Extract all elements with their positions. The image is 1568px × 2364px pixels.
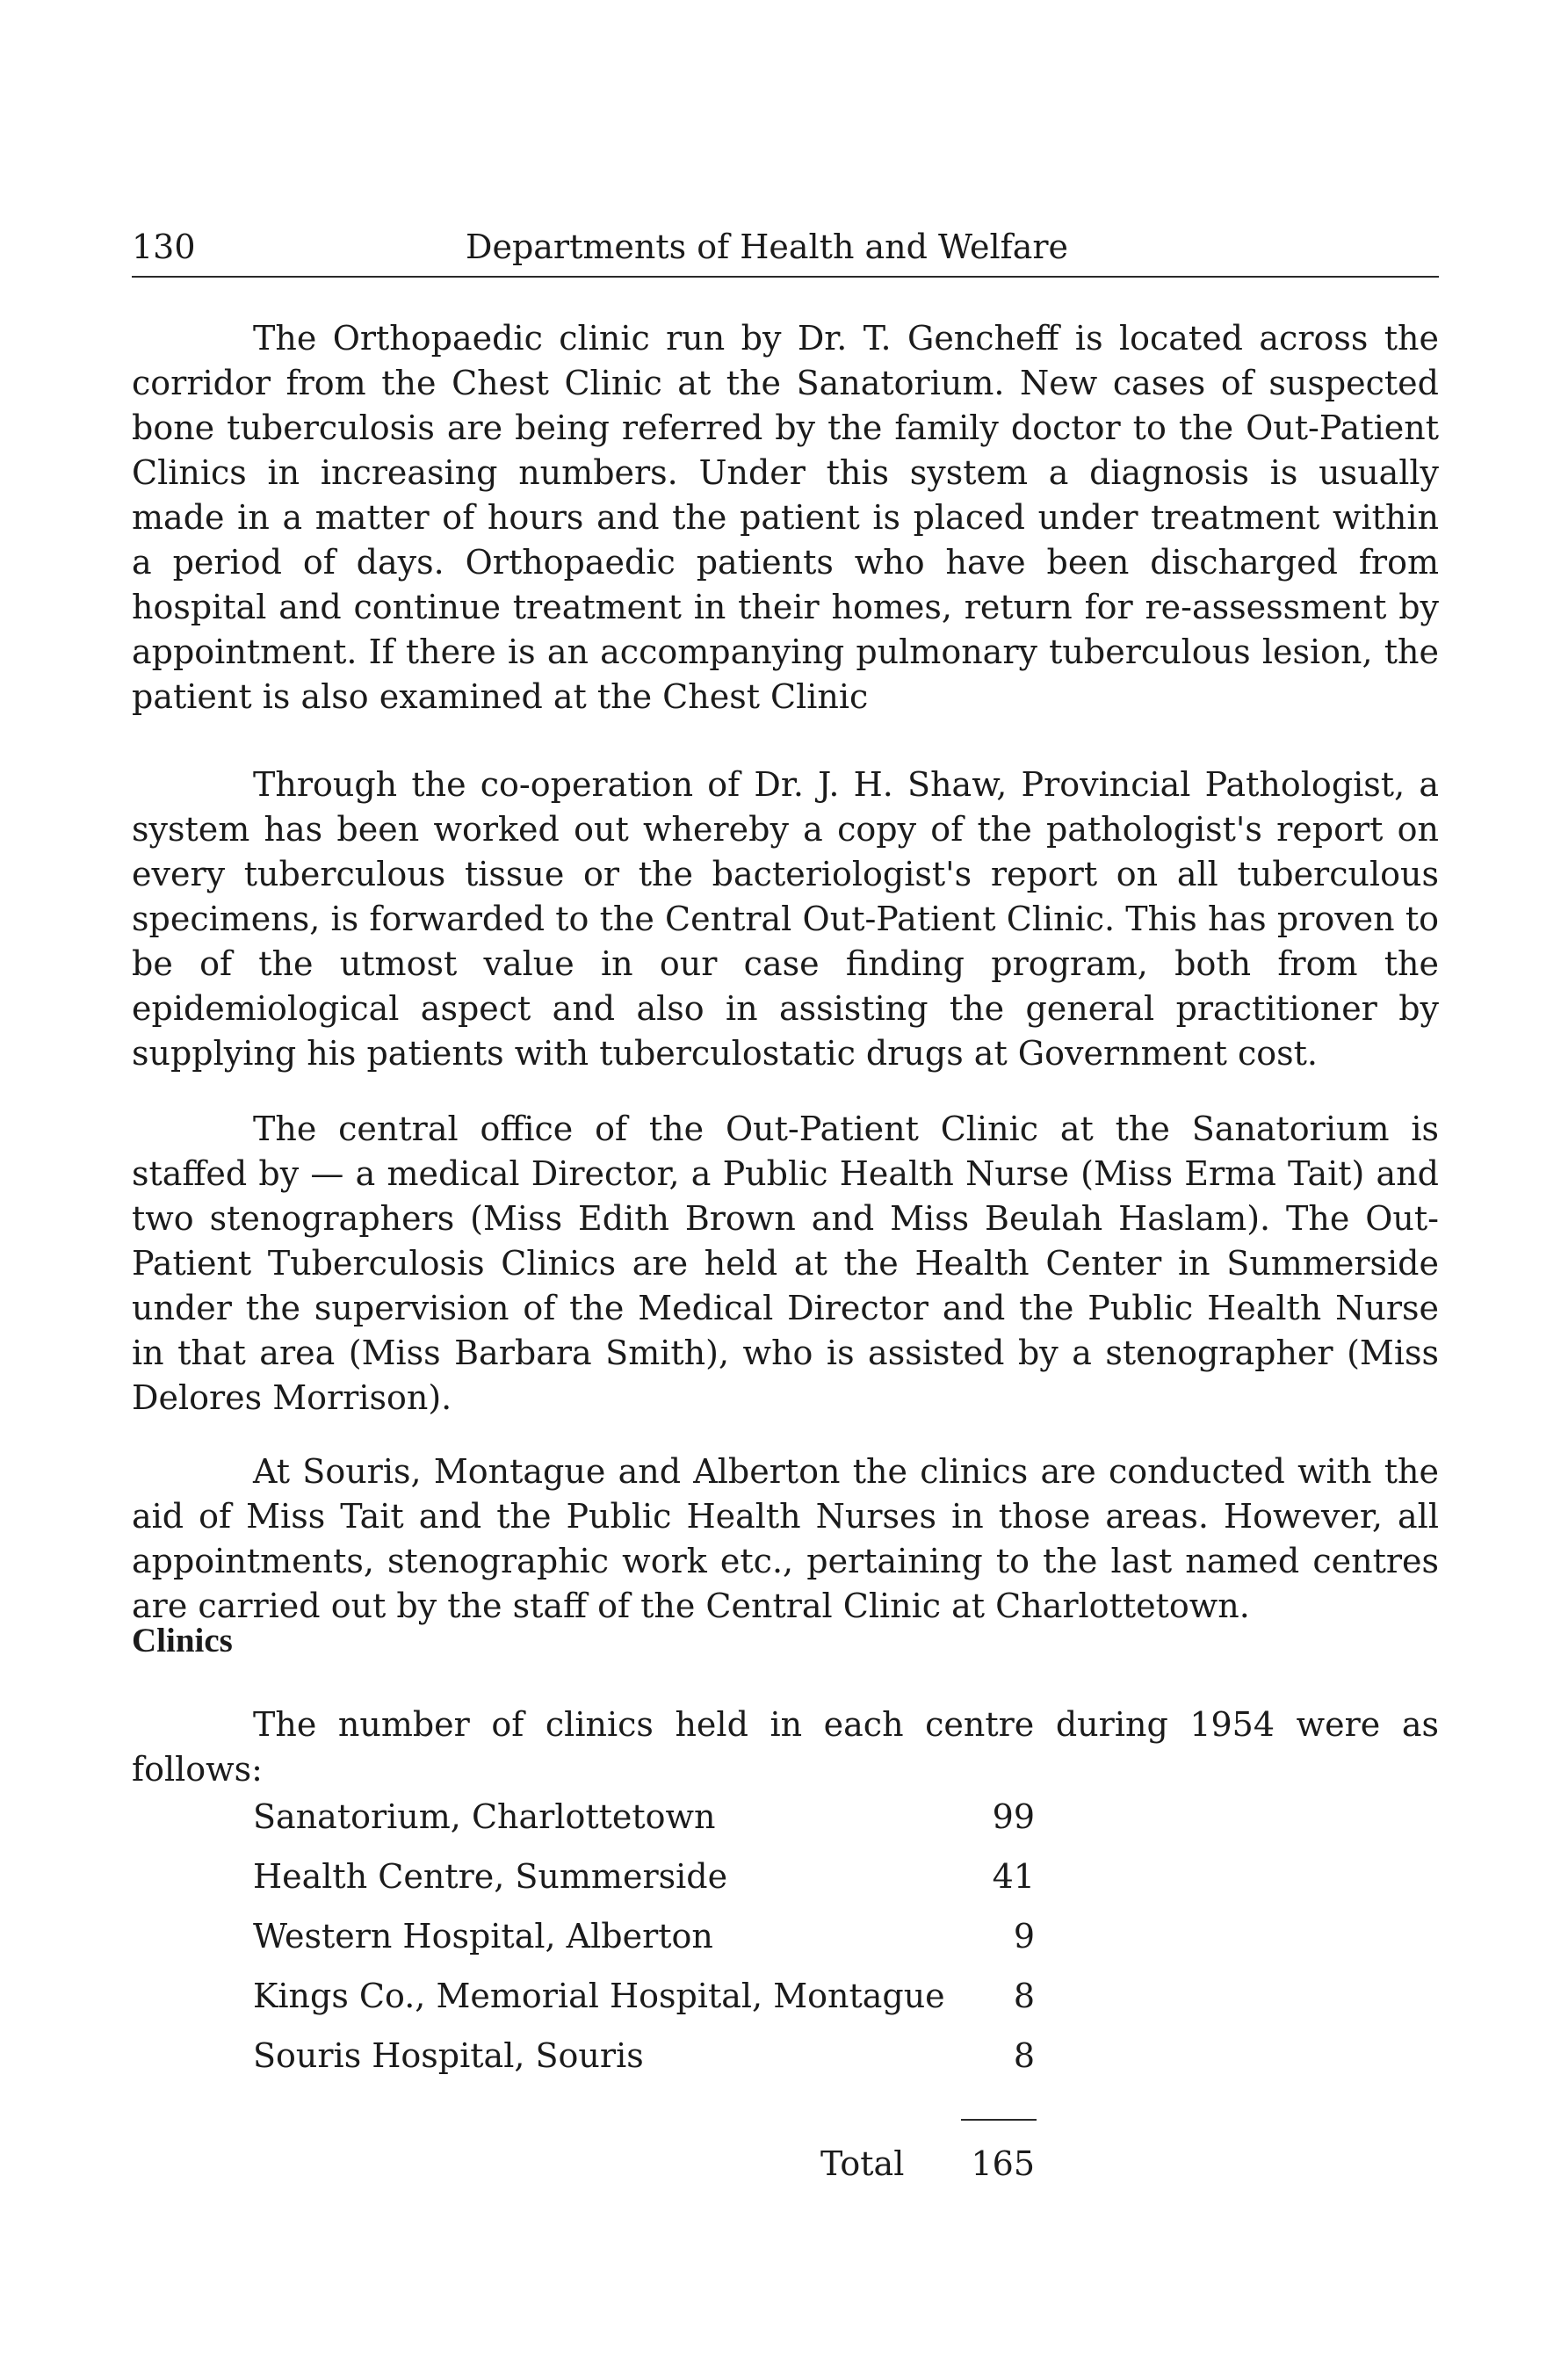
paragraph-text: The number of clinics held in each centre during 1954 were as follows: <box>132 1705 1439 1789</box>
clinic-count: 8 <box>1013 2036 1035 2075</box>
clinic-centre-name: Western Hospital, Alberton <box>253 1917 713 1956</box>
paragraph-clinics-intro <box>132 1703 1439 1792</box>
table-row <box>253 2029 1061 2089</box>
total-label: Total <box>820 2144 905 2183</box>
clinic-count: 41 <box>992 1857 1035 1896</box>
table-row <box>253 1910 1061 1970</box>
paragraph-text: The Orthopaedic clinic run by Dr. T. Gencheff is located across the corridor from the Chest Clinic at the Sanatorium. New cases of suspected bone tuberculosis are being referred by the family doctor to the Out-Patient Clinics in increasing numbers. Under this system a diagnosis is usually made in a matter of hours and the patient is placed under treatment within a period of days. Orthopaedic patients who have been discharged from hospital and continue treatment in their homes, return for re-assessment by appointment. If there is an accompanying pulmonary tuberculous lesion, the patient is also examined at the Chest Clinic <box>132 319 1439 716</box>
table-row <box>253 1970 1061 2029</box>
paragraph-orthopaedic-clinic <box>132 316 1439 719</box>
paragraph-central-office-staff <box>132 1107 1439 1421</box>
clinic-count: 99 <box>992 1797 1035 1836</box>
total-value: 165 <box>971 2144 1035 2183</box>
page-header <box>132 221 1439 278</box>
page-number: 130 <box>132 228 196 266</box>
paragraph-text: At Souris, Montague and Alberton the clinics are conducted with the aid of Miss Tait and the Public Health Nurses in those areas. However, all appointments, stenographic work etc., pertaining to the last named centres are carried out by the staff of the Central Clinic at Charlottetown. <box>132 1452 1439 1625</box>
clinic-centre-name: Souris Hospital, Souris <box>253 2036 644 2075</box>
clinic-count: 9 <box>1013 1917 1035 1956</box>
clinic-centre-name: Health Centre, Summerside <box>253 1857 728 1896</box>
section-heading-clinics: Clinics <box>132 1622 233 1659</box>
clinic-count: 8 <box>1013 1977 1035 2015</box>
paragraph-text: Through the co-operation of Dr. J. H. Shaw, Provincial Pathologist, a system has been worked out whereby a copy of the pathologist's report on every tuberculous tissue or the bacteriologist's report on all tuberculous specimens, is forwarded to the Central Out-Patient Clinic. This has proven to be of the utmost value in our case finding program, both from the epidemiological aspect and also in assisting the general practitioner by supplying his patients with tuberculostatic drugs at Government cost. <box>132 765 1439 1073</box>
table-row <box>253 1850 1061 1910</box>
total-divider <box>961 2119 1037 2121</box>
paragraph-text: The central office of the Out-Patient Clinic at the Sanatorium is staffed by — a medical Director, a Public Health Nurse (Miss Erma Tait) and two stenographers (Miss Edith Brown and Miss Beulah Haslam). The Out-Patient Tuberculosis Clinics are held at the Health Center in Summerside under the supervision of the Medical Director and the Public Health Nurse in that area (Miss Barbara Smith), who is assisted by a stenographer (Miss Delores Morrison). <box>132 1110 1439 1417</box>
clinic-centre-name: Kings Co., Memorial Hospital, Montague <box>253 1977 945 2015</box>
clinics-table <box>253 1790 1061 2089</box>
table-row <box>253 1790 1061 1850</box>
running-title: Departments of Health and Welfare <box>466 228 1069 266</box>
paragraph-pathologist-cooperation <box>132 763 1439 1076</box>
total-row <box>253 2133 1061 2194</box>
clinic-centre-name: Sanatorium, Charlottetown <box>253 1797 716 1836</box>
paragraph-regional-clinics <box>132 1449 1439 1629</box>
